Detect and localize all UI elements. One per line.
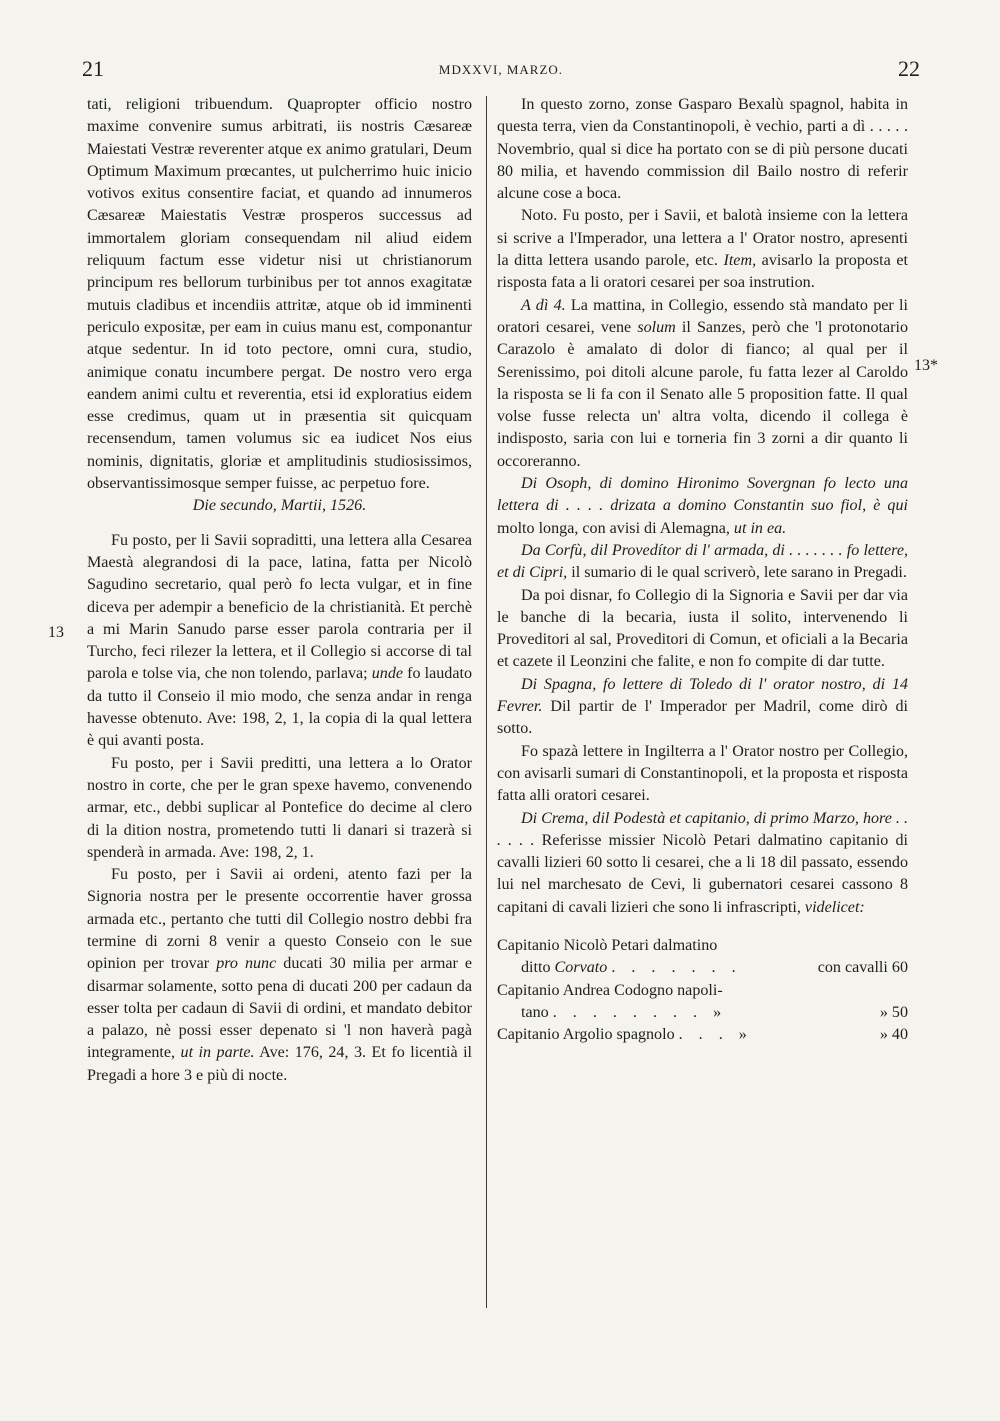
column-divider — [486, 96, 487, 1308]
captains-list — [497, 919, 908, 1046]
margin-note-right: 13* — [914, 357, 938, 374]
paragraph: Da Corfù, dil Provedítor di l' armada, di . . . . . . . fo lettere, et di Cipri, il sumario di le qual scriverò, lete sarano in Pregadi. — [497, 541, 908, 582]
paragraph: In questo zorno, zonse Gasparo Bexalù spagnol, habita in questa terra, vien da Constantinopoli, è vechio, parti a dì . . . . . Novembrio, qual si dice ha portato con se di più persone ducati 80 milia, et havendo commission dil Bailo nostro di referir alcune cose a boca. — [497, 96, 908, 203]
page-header — [82, 56, 920, 86]
list-item: Capitanio Andrea Codogno napoli- — [497, 981, 723, 999]
paragraph: Fu posto, per i Savii ai ordeni, atento fazi per la Signoria nostra per le presente occorrentie haver grossa armada etc., pertanto che tutti dil Collegio nostro debbi fra termine di zorni 8 venir a questo Conseio con le sue opinion per trovar pro nunc ducati 30 milia per armar e disarmar solamente, sotto pena di ducati 200 per cadaun da esser tolta per cadaun di Savii di ordini, et mandato debitor a palazo, nè possi esser depenato si 'l non haverà pagà integramente, ut in parte. Ave: 176, 24, 3. Et fo licentià il Pregadi a hore 3 e più di nocte. — [87, 866, 473, 1084]
dateline: Die secundo, Martii, 1526. — [192, 497, 367, 515]
paragraph: Noto. Fu posto, per i Savii, et balotà insieme con la lettera si scrive a l'Imperador, una lettera a l' Orator nostro, apresenti la ditta lettera usando parole, etc. Item, avisarlo la proposta et risposta fata a li oratori cesarei per soa instrution. — [497, 207, 908, 292]
running-title: MDXXVI, MARZO. — [438, 62, 564, 77]
page-number-left: 21 — [82, 56, 104, 81]
list-item: Capitanio Argolio spagnolo . . . » » 40 — [497, 1026, 908, 1044]
list-item: tano . . . . . . . . » » 50 — [521, 1003, 908, 1021]
paragraph: Di Osoph, di domino Hironimo Sovergnan fo lecto una lettera di . . . . drizata a domino Constantin suo fiol, è qui molto longa, con avisi di Alemagna, ut in ea. — [497, 475, 908, 537]
paragraph: Fo spazà lettere in Ingilterra a l' Orator nostro per Collegio, con avisarli sumari di Constantinopoli, et la proposta et risposta fatta alli oratori cesarei. — [497, 742, 908, 805]
list-item: Capitanio Nicolò Petari dalmatino — [497, 936, 718, 954]
margin-note-left: 13 — [48, 624, 64, 641]
list-item: ditto Corvato . . . . . . . con cavalli 60 — [521, 959, 908, 977]
right-column — [497, 94, 908, 1046]
paragraph: A dì 4. La mattina, in Collegio, essendo stà mandato per li oratori cesarei, vene solum il Sanzes, però che 'l protonotario Carazolo è amalato di dolor di fianco; al qual per il Serenissimo, poi ditoli alcune parole, fu fatta lezer al Caroldo la risposta se li fa con il Senato alle 5 proposition fatte. Il qual volse fusse relecta un' altra volta, dicendo il collega è indisposto, saria con lui e torneria fin 3 zorni a dir quanto li occoreranno. — [497, 296, 908, 470]
paragraph: Di Spagna, fo lettere di Toledo di l' orator nostro, di 14 Fevrer. Dil partir de l' Imperador per Madril, come dirò di sotto. — [497, 675, 908, 738]
paragraph: Fu posto, per li Savii sopraditti, una lettera alla Cesarea Maestà alegrandosi di la pace, latina, fatta per Nicolò Sagudino secretario, qual però fo lecta vulgar, et in fine diceva per adempir a beneficio de la christianità. Et perchè a mi Marin Sanudo parse esser parola contraria per il Turcho, feci rilezer la lettera, et il Collegio si accorse di tal parola e tolse via, che non tolendo, parlava; unde fo laudato da tutto il Conseio il mio modo, che senza andar in renga havesse obtenuto. Ave: 198, 2, 1, la copia di la qual lettera è qui avanti posta. — [87, 531, 472, 750]
left-column — [87, 94, 472, 1087]
paragraph: Fu posto, per i Savii preditti, una lettera a lo Orator nostro in corte, che per le gran spexe havemo, convenendo armar, etc., debbi suplicar al Pontefice do decime al clero di la dition nostra, prometendo tutti li danari si trazerà si spenderà in armada. Ave: 198, 2, 1. — [87, 754, 472, 861]
paragraph: Di Crema, dil Podestà et capitanio, di primo Marzo, hore . . . . . . Referisse missier Nicolò Petari dalmatino capitanio di cavalli lizieri 60 sotto li cesarei, che a li 18 dil passato, essendo lui nel marchesato de Cevi, li gubernatori cesarei cassono 8 capitani di cavali lizieri che sono li infrascripti, videlicet: — [497, 809, 909, 916]
paragraph: tati, religioni tribuendum. Quapropter officio nostro maxime convenire sumus arbitrati, iis nostris Cæsareæ Maiestati Vestræ reverenter atque ex animo gratulari, Deum Optimum Maximum prœcantes, ut pulcherrimo huic inicio votivos exitus consentire faciat, et quando ad innumeros Cæsareæ Maiestatis Vestræ prosperos successus ad immortalem gloriam consequendam nil aliud eidem reliquum factum esse videtur nisi ut christianorum principum res bellorum turbinibus per tot annos exagitatæ mutuis cladibus et incendiis attritæ, atque ob id imminenti periculo expositæ, per eam in cuius manu est, componantur atque sedentur. In id toto pectore, omni cura, studio, animique conatu incumbere pergat. De nostro vero erga eandem animi cultu et reverentia, etsi id exploratius eidem esse credimus, quam ut in præsentia sit quicquam recensendum, tamen volumus sic ea iudicet Nos eius nominis, dignitatis, gloriæ et amplitudinis studiosissimos, observantissimosque semper fuisse, ac perpetuo fore. — [87, 96, 472, 493]
paragraph: Da poi disnar, fo Collegio di la Signoria e Savii per dar via le banche di la becaria, iusta il solito, intervenendo li Proveditori al sal, Proveditori di Comun, et oficiali a la Becaria et cazete il Leonzini che falite, e non fo compite di dar tutte. — [497, 586, 908, 671]
page-number-right: 22 — [898, 56, 920, 81]
